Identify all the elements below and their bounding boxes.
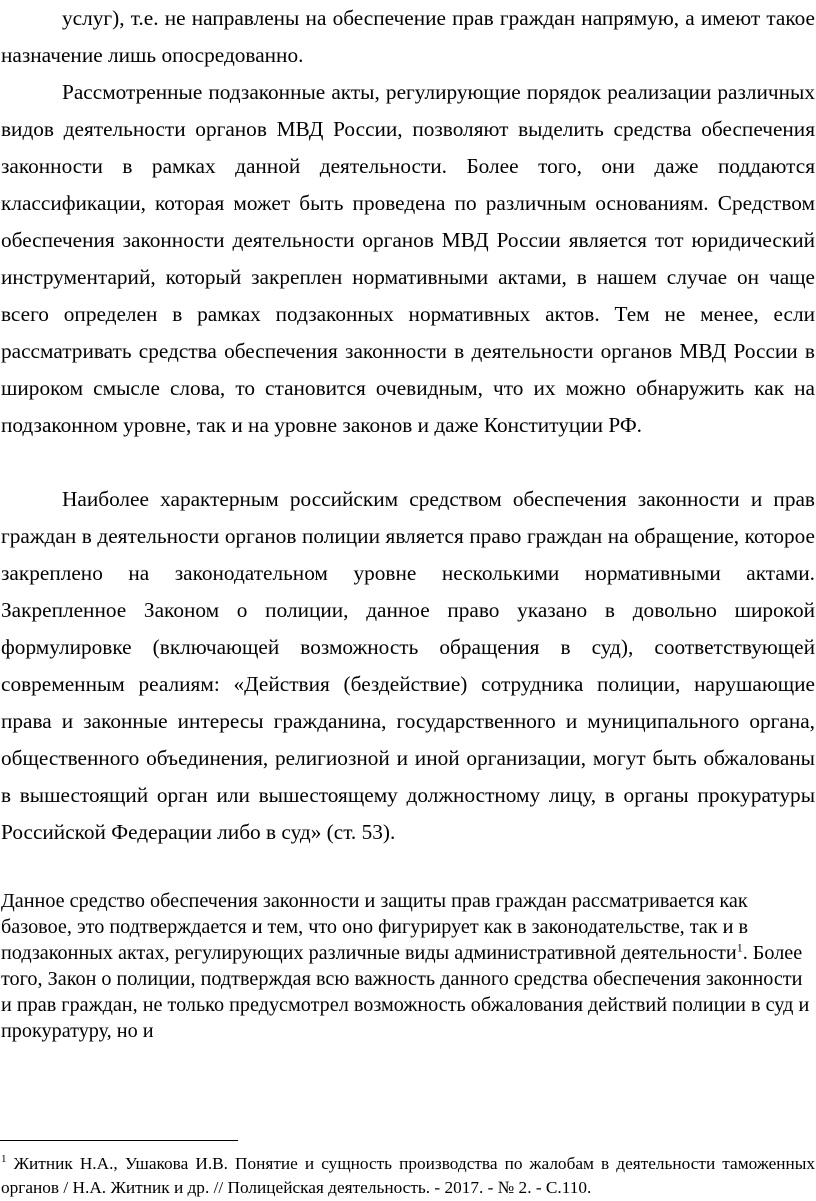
body-paragraph <box>1 0 815 74</box>
plain-paragraph-text: Данное средство обеспечения законности и защиты прав граждан рассматривается как базовое, это подтверждается и тем, что оно фигурирует как в законодательстве, так и в подзаконных актах, регулирующих различные виды административной деятельности <box>1 890 749 964</box>
paragraph-text: Рассмотренные подзаконные акты, регулирующие порядок реализации различных видов деятельности органов МВД России, позволяют выделить средства обеспечения законности в рамках данной деятельности. Более того, они даже поддаются классификации, которая может быть проведена по различным основаниям. Средством обеспечения законности деятельности органов МВД России является тот юридический инструментарий, который закреплен нормативными актами, в нашем случае он чаще всего определен в рамках подзаконных нормативных актов. Тем не менее, если рассматривать средства обеспечения законности в деятельности органов МВД России в широком смысле слова, то становится очевидным, что их можно обнаружить как на подзаконном уровне, так и на уровне законов и даже Конституции РФ. <box>1 80 815 437</box>
plain-paragraph-text-continued: . Более того, Закон о полиции, подтверждая всю важность данного средства обеспечения законности и прав граждан, не только предусмотрел возможность обжалования действий полиции в суд и прокуратуру, но и <box>1 942 810 1042</box>
body-paragraph <box>1 481 815 851</box>
plain-paragraph <box>1 888 815 1044</box>
body-paragraph <box>1 74 815 444</box>
paragraph-text: Наиболее характерным российским средством обеспечения законности и прав граждан в деятельности органов полиции является право граждан на обращение, которое закреплено на законодательном уровне несколькими нормативными актами. Закрепленное Законом о полиции, данное право указано в довольно широкой формулировке (включающей возможность обращения в суд), соответствующей современным реалиям: «Действия (бездействие) сотрудника полиции, нарушающие права и законные интересы гражданина, государственного и муниципального органа, общественного объединения, религиозной и иной организации, могут быть обжалованы в вышестоящий орган или вышестоящему должностному лицу, в органы прокуратуры Российской Федерации либо в суд» (ст. 53). <box>1 487 815 844</box>
footnote <box>1 1152 815 1200</box>
footnote-number: 1 <box>1 1153 7 1166</box>
footnote-separator <box>0 1140 238 1141</box>
footnote-reference[interactable]: 1 <box>736 940 743 955</box>
footnote-text: Житник Н.А., Ушакова И.В. Понятие и сущность производства по жалобам в деятельности таможенных органов / Н.А. Житник и др. // Полицейская деятельность. - 2017. - № 2. - С.110. <box>1 1154 815 1197</box>
paragraph-continuation: услуг), т.е. не направлены на обеспечение прав граждан напрямую, а имеют такое назначение лишь опосредованно. <box>1 6 815 67</box>
